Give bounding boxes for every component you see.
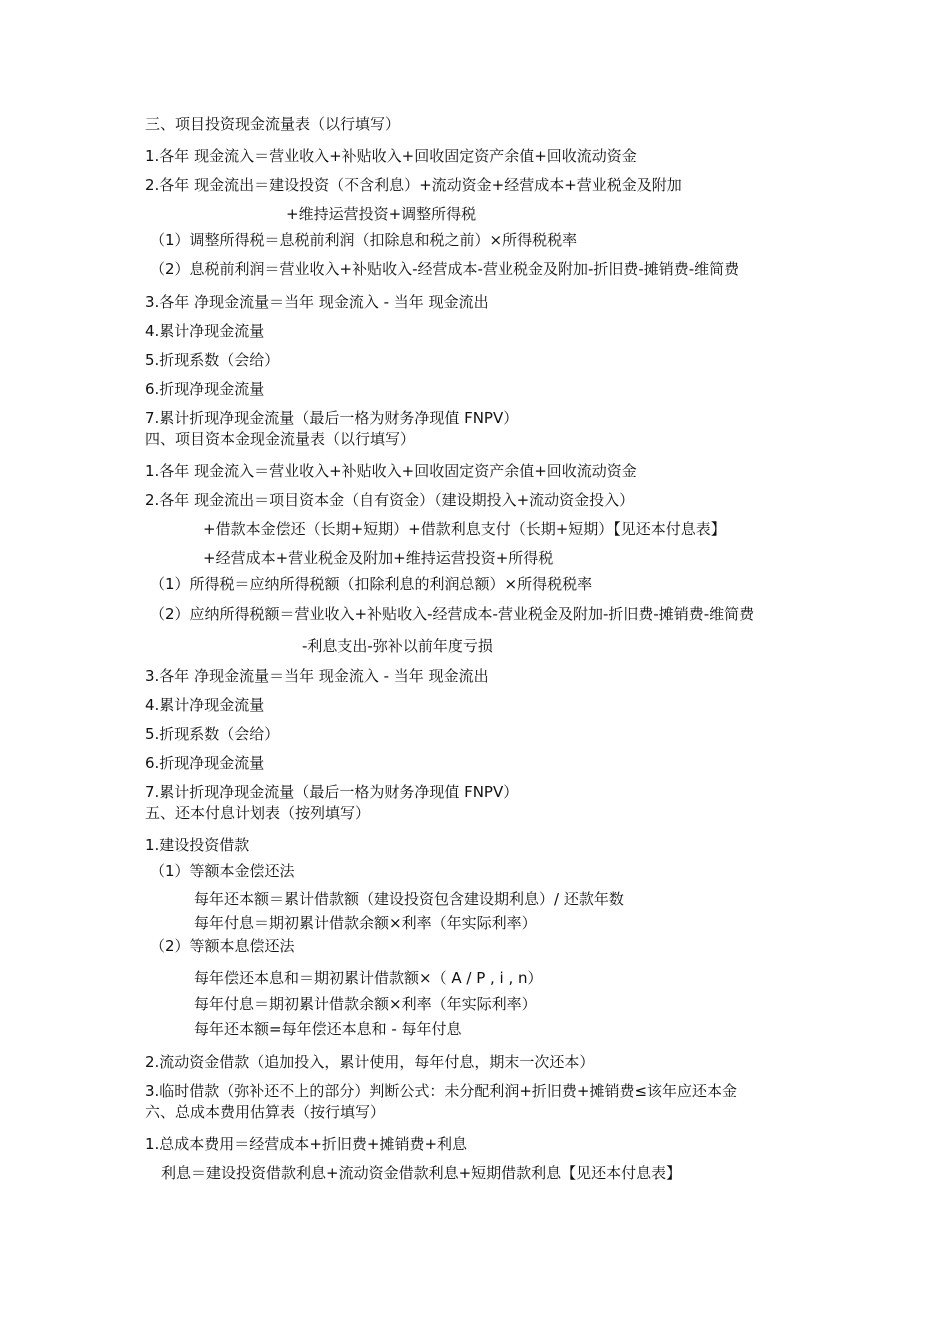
- text-line: 3.临时借款（弥补还不上的部分）判断公式：未分配利润+折旧费+摊销费≤该年应还本金: [145, 1082, 738, 1100]
- text-line: 每年付息＝期初累计借款余额×利率（年实际利率）: [194, 914, 537, 932]
- text-line: （1）等额本金偿还法: [150, 862, 295, 880]
- text-line: 6.折现净现金流量: [145, 754, 265, 772]
- text-line: 1.各年 现金流入＝营业收入+补贴收入+回收固定资产余值+回收流动资金: [145, 462, 637, 480]
- text-line: 4.累计净现金流量: [145, 322, 265, 340]
- text-line: （1）所得税＝应纳所得税额（扣除利息的利润总额）×所得税税率: [150, 575, 593, 593]
- text-line: 3.各年 净现金流量＝当年 现金流入 - 当年 现金流出: [145, 293, 489, 311]
- text-line: 每年还本额=每年偿还本息和 - 每年付息: [194, 1020, 462, 1038]
- text-line: 1.建设投资借款: [145, 836, 250, 854]
- text-line: 3.各年 净现金流量＝当年 现金流入 - 当年 现金流出: [145, 667, 489, 685]
- text-line: 2.各年 现金流出＝项目资本金（自有资金）（建设期投入+流动资金投入）: [145, 491, 635, 509]
- text-line: 4.累计净现金流量: [145, 696, 265, 714]
- section-3-heading: 三、项目投资现金流量表（以行填写）: [145, 115, 401, 133]
- text-line: 2.各年 现金流出＝建设投资（不含利息）+流动资金+经营成本+营业税金及附加: [145, 176, 682, 194]
- text-line: 7.累计折现净现金流量（最后一格为财务净现值 FNPV）: [145, 783, 519, 801]
- text-line: （1）调整所得税＝息税前利润（扣除息和税之前）×所得税税率: [150, 231, 578, 249]
- text-line: +维持运营投资+调整所得税: [286, 205, 477, 223]
- text-line: 2.流动资金借款（追加投入，累计使用，每年付息，期末一次还本）: [145, 1053, 595, 1071]
- text-line: +借款本金偿还（长期+短期）+借款利息支付（长期+短期）【见还本付息表】: [203, 520, 726, 538]
- text-line: +经营成本+营业税金及附加+维持运营投资+所得税: [203, 549, 554, 567]
- text-line: 5.折现系数（会给）: [145, 351, 280, 369]
- text-line: 每年付息＝期初累计借款余额×利率（年实际利率）: [194, 995, 537, 1013]
- text-line: 每年偿还本息和＝期初累计借款额×（ A / P , i , n）: [194, 969, 543, 987]
- text-line: （2）等额本息偿还法: [150, 937, 295, 955]
- section-5-heading: 五、还本付息计划表（按列填写）: [145, 804, 371, 822]
- text-line: 1.总成本费用＝经营成本+折旧费+摊销费+利息: [145, 1135, 468, 1153]
- text-line: 5.折现系数（会给）: [145, 725, 280, 743]
- text-line: 7.累计折现净现金流量（最后一格为财务净现值 FNPV）: [145, 409, 519, 427]
- text-line: （2）息税前利润＝营业收入+补贴收入-经营成本-营业税金及附加-折旧费-摊销费-维简费: [150, 260, 740, 278]
- section-6-heading: 六、总成本费用估算表（按行填写）: [145, 1103, 386, 1121]
- text-line: 1.各年 现金流入＝营业收入+补贴收入+回收固定资产余值+回收流动资金: [145, 147, 637, 165]
- section-4-heading: 四、项目资本金现金流量表（以行填写）: [145, 430, 416, 448]
- text-line: 每年还本额＝累计借款额（建设投资包含建设期利息）/ 还款年数: [194, 890, 624, 908]
- text-line: 利息＝建设投资借款利息+流动资金借款利息+短期借款利息【见还本付息表】: [161, 1164, 682, 1182]
- text-line: （2）应纳所得税额＝营业收入+补贴收入-经营成本-营业税金及附加-折旧费-摊销费-维简费: [150, 605, 755, 623]
- text-line: -利息支出-弥补以前年度亏损: [302, 637, 493, 655]
- text-line: 6.折现净现金流量: [145, 380, 265, 398]
